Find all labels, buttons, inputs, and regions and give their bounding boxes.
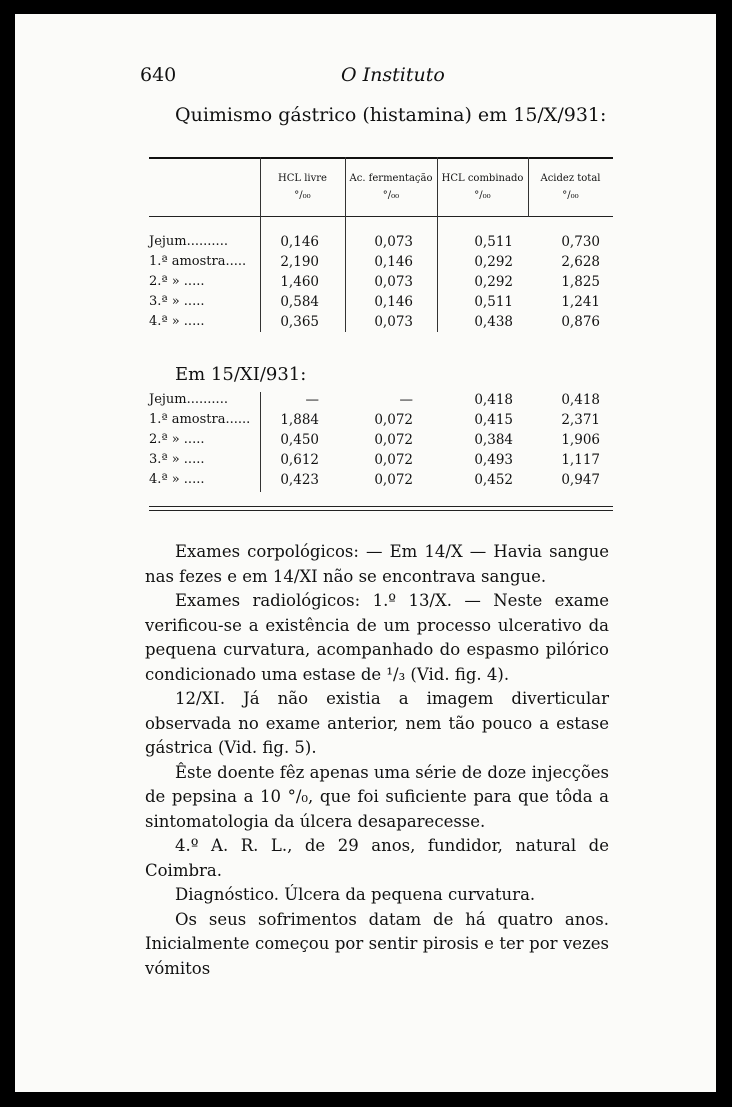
- row-label: Jejum..........: [149, 392, 228, 407]
- row-label: 4.ª » .....: [149, 472, 205, 487]
- cell-value: 0,292: [474, 274, 513, 290]
- paragraph: Diagnóstico. Úlcera da pequena curvatura.: [175, 885, 536, 904]
- column-header: Acidez total °/₀₀: [540, 173, 601, 201]
- paragraph: Êste doente fêz apenas uma série de doze injecções de pepsina a 10 °/₀, que foi suficiente para que tôda a sintomatologia da úlcera desaparecesse.: [145, 762, 609, 831]
- cell-value: 0,418: [561, 392, 600, 408]
- running-title: O Instituto: [341, 64, 445, 86]
- cell-value: 0,450: [280, 432, 319, 448]
- cell-value: 1,117: [561, 452, 600, 468]
- cell-value: 1,825: [561, 274, 600, 290]
- section-subtitle: Em 15/XI/931:: [175, 364, 307, 385]
- row-label: 1.ª amostra.....: [149, 254, 247, 269]
- row-label: 3.ª » .....: [149, 294, 205, 309]
- cell-value: 0,423: [280, 472, 319, 488]
- cell-value: 0,438: [474, 314, 513, 330]
- cell-value: 2,190: [280, 254, 319, 270]
- cell-value: 0,073: [374, 314, 413, 330]
- column-header: HCL livre °/₀₀: [278, 173, 327, 201]
- cell-value: 1,241: [561, 294, 600, 310]
- paragraph: Exames corpológicos: — Em 14/X — Havia sangue nas fezes e em 14/XI não se encontrava sangue.: [145, 542, 609, 586]
- cell-value: 0,511: [474, 234, 513, 250]
- row-label: 1.ª amostra......: [149, 412, 251, 427]
- cell-value: 0,072: [374, 472, 413, 488]
- cell-value: —: [399, 392, 413, 408]
- table-header-rule: [149, 216, 613, 217]
- column-header: HCL combinado °/₀₀: [441, 173, 524, 201]
- cell-value: —: [305, 392, 319, 408]
- cell-value: 2,371: [561, 412, 600, 428]
- cell-value: 0,730: [561, 234, 600, 250]
- cell-value: 0,418: [474, 392, 513, 408]
- row-label: 3.ª » .....: [149, 452, 205, 467]
- cell-value: 0,146: [280, 234, 319, 250]
- cell-value: 2,628: [561, 254, 600, 270]
- cell-value: 0,292: [474, 254, 513, 270]
- cell-value: 1,884: [280, 412, 319, 428]
- cell-value: 0,365: [280, 314, 319, 330]
- cell-value: 0,146: [374, 254, 413, 270]
- cell-value: 0,146: [374, 294, 413, 310]
- cell-value: 0,584: [280, 294, 319, 310]
- cell-value: 0,493: [474, 452, 513, 468]
- row-label: 4.ª » .....: [149, 314, 205, 329]
- paragraph: 12/XI. Já não existia a imagem diverticular observada no exame anterior, nem tão pouco a estase gástrica (Vid. fig. 5).: [145, 689, 609, 757]
- cell-value: 0,072: [374, 452, 413, 468]
- cell-value: 0,612: [280, 452, 319, 468]
- paragraph: Os seus sofrimentos datam de há quatro anos. Inicialmente começou por sentir pirosis e ter por vezes vómitos: [145, 909, 609, 978]
- cell-value: 0,511: [474, 294, 513, 310]
- cell-value: 0,384: [474, 432, 513, 448]
- table-top-rule: [149, 157, 613, 159]
- row-label: 2.ª » .....: [149, 274, 205, 289]
- table-bottom-rule-2: [149, 510, 613, 511]
- cell-value: 0,073: [374, 234, 413, 250]
- cell-value: 0,072: [374, 412, 413, 428]
- cell-value: 0,452: [474, 472, 513, 488]
- table-bottom-rule: [149, 506, 613, 507]
- row-label: Jejum..........: [149, 234, 228, 249]
- cell-value: 0,415: [474, 412, 513, 428]
- paragraph: Exames radiológicos: 1.º 13/X. — Neste exame verificou-se a existência de um processo ulcerativo da pequena curvatura, acompanhado do espasmo pilórico condicionado uma estase de ¹/₃ (Vid. fig. 4).: [145, 591, 609, 684]
- paragraph: 4.º A. R. L., de 29 anos, fundidor, natural de Coimbra.: [145, 836, 609, 880]
- cell-value: 0,876: [561, 314, 600, 330]
- cell-value: 1,906: [561, 432, 600, 448]
- book-page: [15, 14, 716, 1092]
- cell-value: 0,947: [561, 472, 600, 488]
- column-header: Ac. fermentação °/₀₀: [349, 173, 433, 201]
- page-number: 640: [140, 64, 177, 86]
- cell-value: 1,460: [280, 274, 319, 290]
- table-caption: Quimismo gástrico (histamina) em 15/X/931:: [175, 104, 607, 126]
- cell-value: 0,072: [374, 432, 413, 448]
- row-label: 2.ª » .....: [149, 432, 205, 447]
- cell-value: 0,073: [374, 274, 413, 290]
- body-text: [145, 540, 609, 981]
